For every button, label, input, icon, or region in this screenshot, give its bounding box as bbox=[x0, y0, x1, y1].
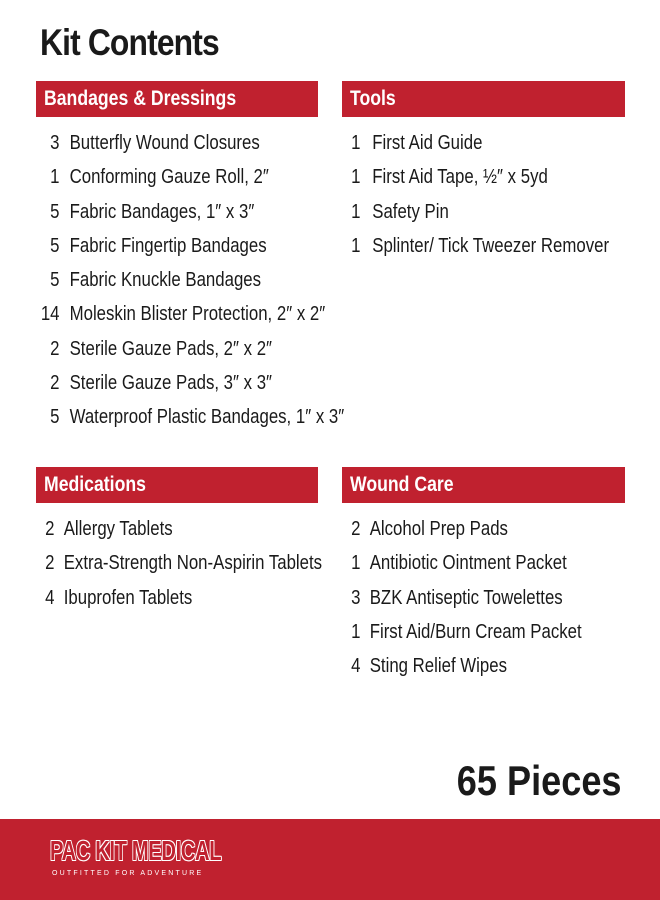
item-quantity: 2 bbox=[45, 518, 55, 540]
list-item bbox=[36, 263, 318, 297]
section-header-label: Bandages & Dressings bbox=[44, 87, 237, 110]
item-name: Conforming Gauze Roll, 2″ bbox=[69, 166, 269, 189]
item-quantity: 5 bbox=[50, 200, 60, 223]
item-name: Waterproof Plastic Bandages, 1″ x 3″ bbox=[69, 406, 345, 429]
section-bandages-dressings bbox=[36, 81, 345, 435]
item-quantity: 1 bbox=[351, 234, 361, 257]
list-item bbox=[342, 512, 625, 546]
item-name: Sterile Gauze Pads, 3″ x 3″ bbox=[69, 372, 273, 395]
item-name: Extra-Strength Non-Aspirin Tablets bbox=[63, 552, 323, 575]
item-name: Butterfly Wound Closures bbox=[69, 132, 260, 154]
list-item bbox=[36, 546, 323, 580]
item-quantity: 1 bbox=[351, 200, 361, 223]
item-quantity: 2 bbox=[45, 552, 55, 575]
item-quantity: 1 bbox=[351, 552, 361, 575]
brand-logo-name: PAC KIT MEDICAL bbox=[50, 835, 222, 866]
item-quantity: 1 bbox=[351, 166, 361, 189]
footer-band bbox=[0, 819, 660, 900]
list-item bbox=[342, 546, 625, 580]
item-name: First Aid/Burn Cream Packet bbox=[369, 620, 582, 643]
item-name: Fabric Bandages, 1″ x 3″ bbox=[69, 200, 255, 223]
item-quantity: 4 bbox=[45, 586, 55, 609]
item-quantity: 4 bbox=[351, 655, 361, 678]
item-quantity: 1 bbox=[351, 620, 361, 643]
list-item bbox=[342, 581, 625, 615]
list-item bbox=[36, 126, 318, 160]
item-quantity: 2 bbox=[50, 337, 60, 360]
section-medications bbox=[36, 467, 323, 615]
list-item bbox=[36, 366, 318, 400]
list-item bbox=[36, 581, 318, 615]
item-list bbox=[342, 512, 625, 683]
item-name: First Aid Guide bbox=[372, 132, 483, 154]
list-item bbox=[342, 126, 625, 160]
section-wound-care bbox=[342, 467, 625, 683]
list-item bbox=[36, 297, 326, 331]
section-header-label: Tools bbox=[350, 87, 396, 110]
section-header-label: Wound Care bbox=[350, 473, 454, 496]
item-quantity: 1 bbox=[50, 166, 60, 189]
item-quantity: 3 bbox=[351, 586, 361, 609]
section-header bbox=[342, 467, 625, 503]
list-item bbox=[342, 649, 625, 683]
section-header bbox=[342, 81, 625, 117]
item-name: Allergy Tablets bbox=[63, 518, 173, 540]
item-name: BZK Antiseptic Towelettes bbox=[369, 586, 563, 609]
item-quantity: 14 bbox=[40, 303, 60, 326]
list-item bbox=[36, 332, 318, 366]
item-name: Sterile Gauze Pads, 2″ x 2″ bbox=[69, 337, 273, 360]
item-name: Fabric Fingertip Bandages bbox=[69, 234, 267, 257]
list-item bbox=[342, 615, 625, 649]
item-quantity: 5 bbox=[50, 406, 60, 429]
list-item bbox=[36, 160, 318, 194]
list-item bbox=[36, 400, 345, 434]
section-header bbox=[36, 467, 318, 503]
list-item bbox=[36, 512, 318, 546]
item-name: Antibiotic Ointment Packet bbox=[369, 552, 567, 575]
item-list bbox=[342, 126, 625, 263]
item-list bbox=[36, 126, 345, 435]
page-title: Kit Contents bbox=[40, 22, 219, 63]
list-item bbox=[342, 195, 625, 229]
item-name: Ibuprofen Tablets bbox=[63, 586, 193, 609]
item-name: Sting Relief Wipes bbox=[369, 655, 507, 678]
item-name: First Aid Tape, ½″ x 5yd bbox=[372, 166, 548, 189]
item-name: Moleskin Blister Protection, 2″ x 2″ bbox=[69, 303, 326, 326]
item-name: Alcohol Prep Pads bbox=[369, 518, 508, 540]
list-item bbox=[342, 160, 625, 194]
list-item bbox=[36, 229, 318, 263]
item-quantity: 3 bbox=[50, 132, 60, 154]
section-header bbox=[36, 81, 318, 117]
brand-logo bbox=[50, 835, 288, 877]
total-pieces: 65 Pieces bbox=[457, 757, 622, 804]
item-quantity: 1 bbox=[351, 132, 361, 154]
item-name: Splinter/ Tick Tweezer Remover bbox=[372, 234, 610, 257]
item-quantity: 5 bbox=[50, 269, 60, 292]
item-quantity: 2 bbox=[351, 518, 361, 540]
item-name: Safety Pin bbox=[372, 200, 449, 223]
brand-tagline: OUTFITTED FOR ADVENTURE bbox=[52, 870, 204, 877]
section-tools bbox=[342, 81, 625, 263]
item-name: Fabric Knuckle Bandages bbox=[69, 269, 262, 292]
item-quantity: 5 bbox=[50, 234, 60, 257]
section-header-label: Medications bbox=[44, 473, 146, 496]
item-quantity: 2 bbox=[50, 372, 60, 395]
item-list bbox=[36, 512, 323, 615]
list-item bbox=[342, 229, 625, 263]
list-item bbox=[36, 195, 318, 229]
